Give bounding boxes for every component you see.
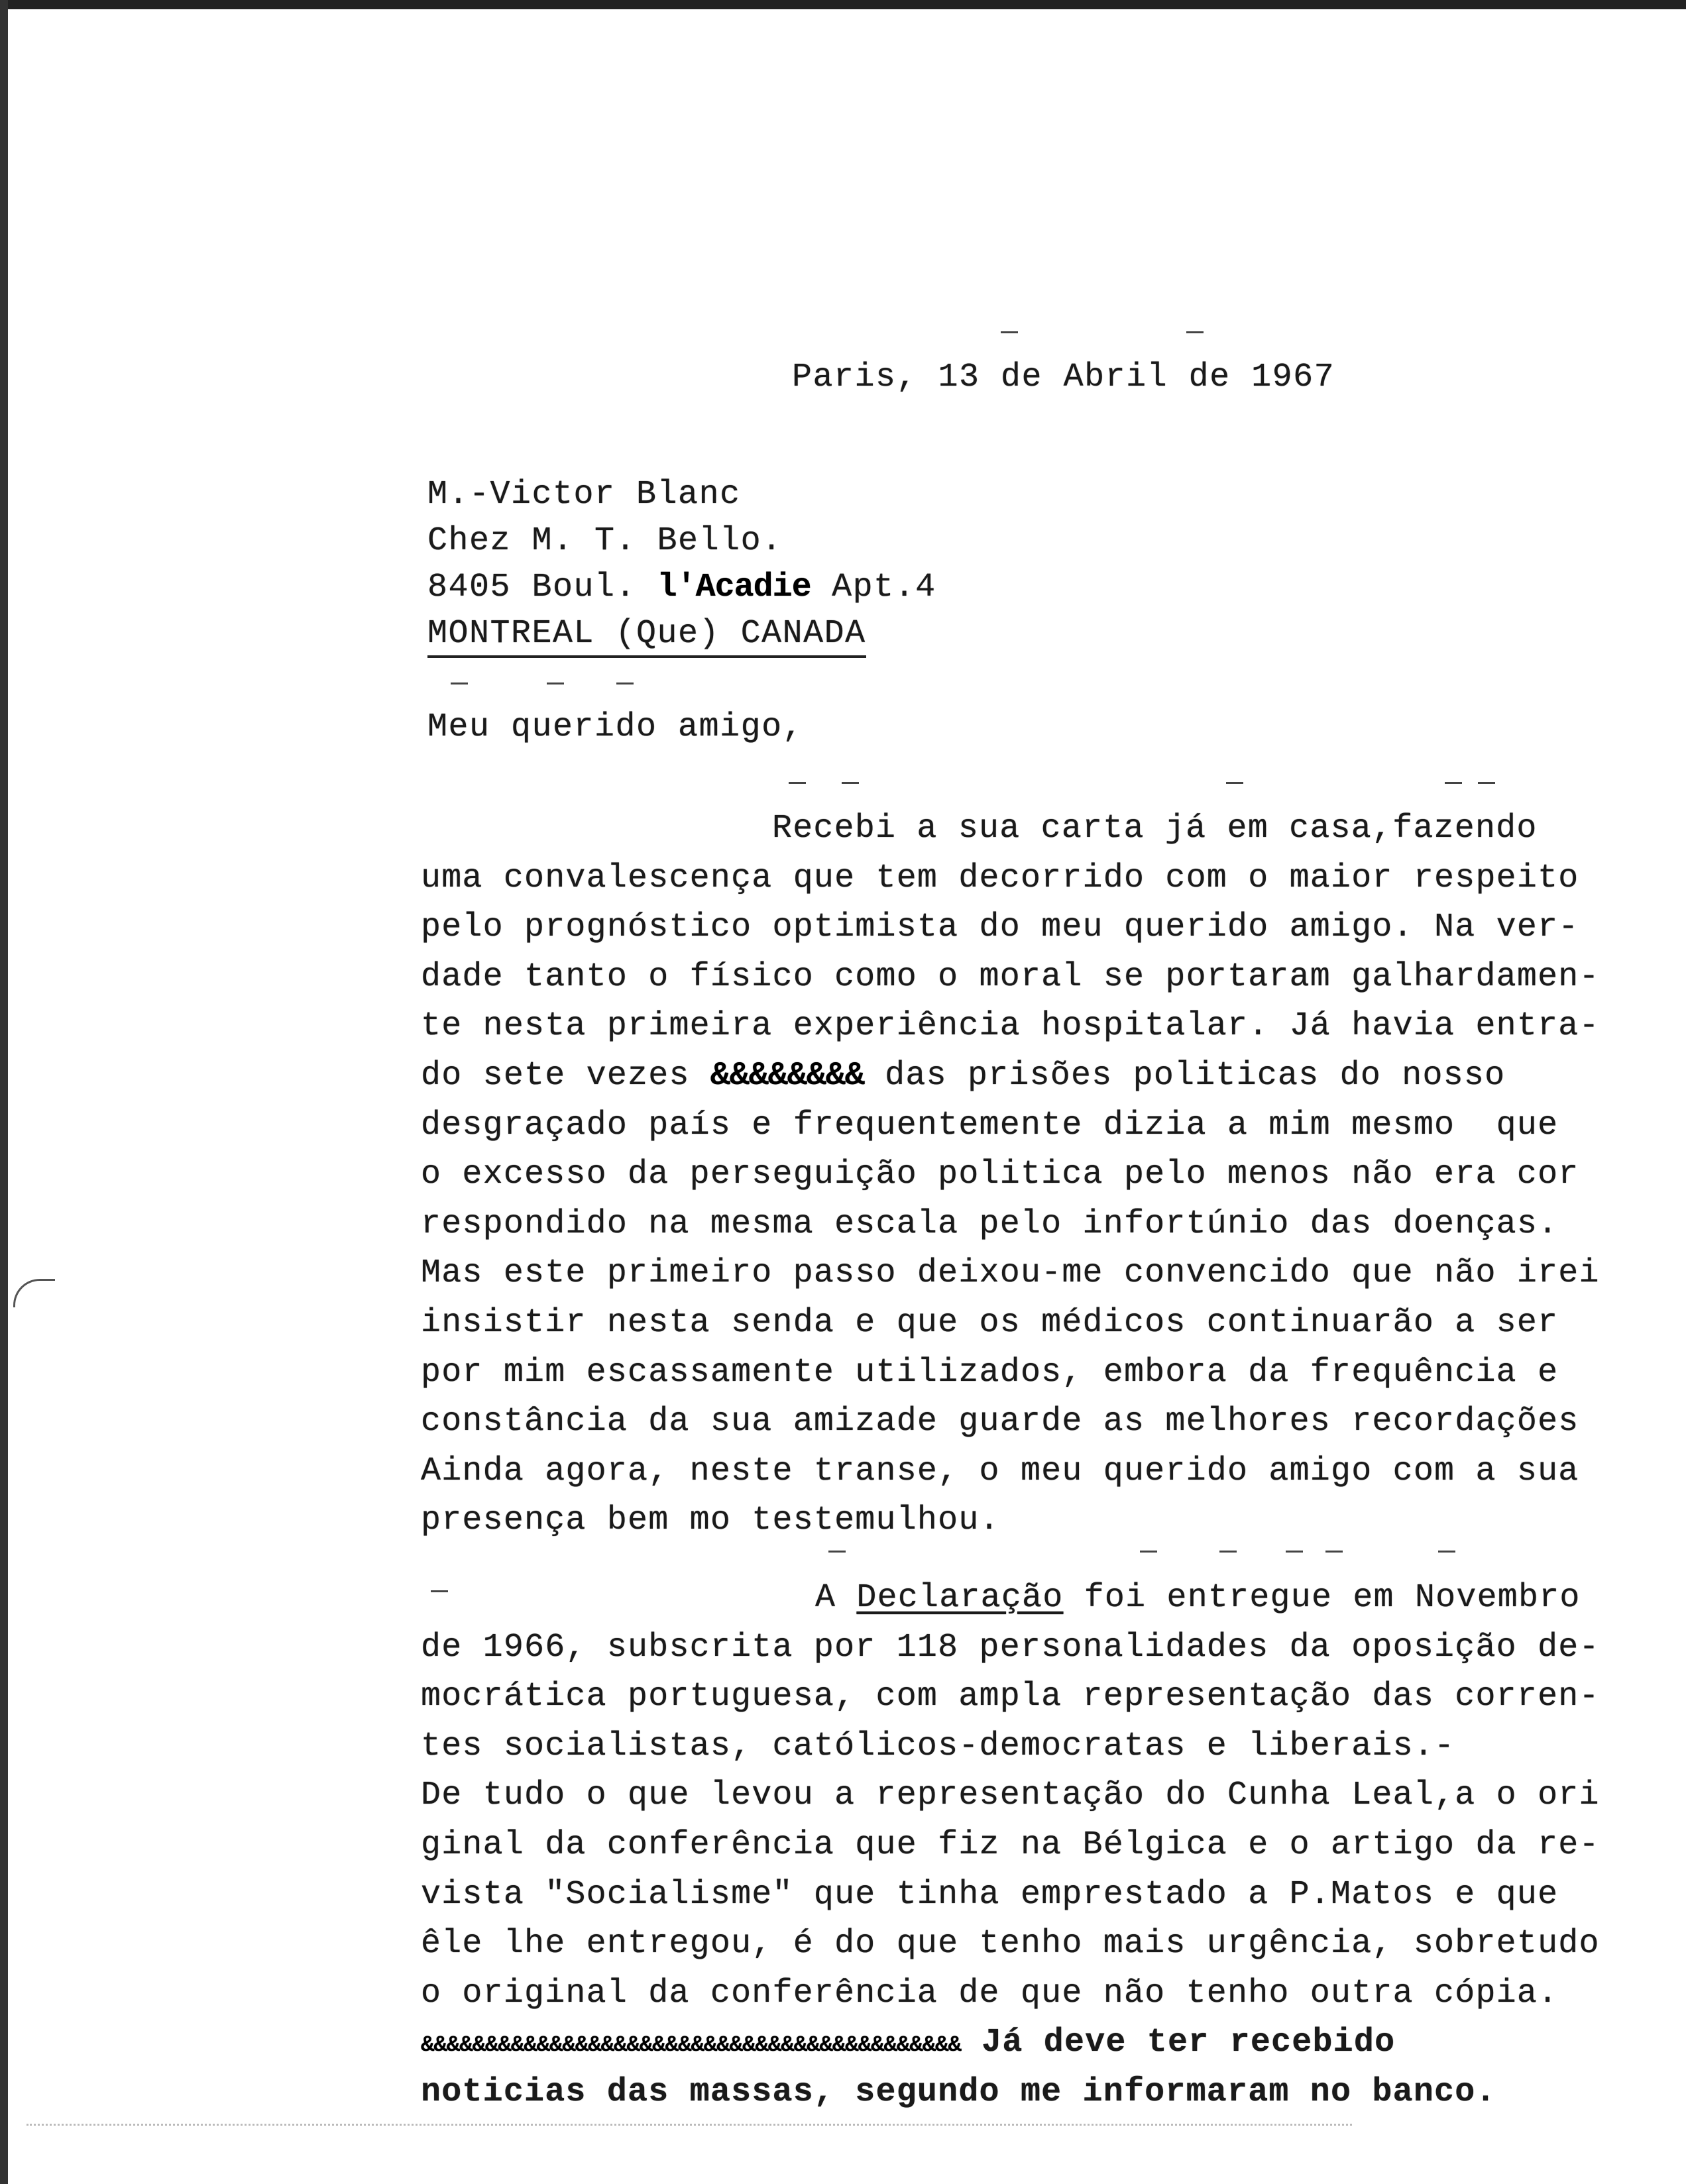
scan-artifact-mark [13,1279,55,1307]
street-prefix: 8405 Boul. [427,569,657,606]
paragraph-line: o excesso da perseguição politica pelo menos não era cor [421,1156,1579,1194]
tick-mark [1001,331,1018,333]
paragraph-line: de 1966, subscrita por 118 personalidades da oposição de- [421,1628,1600,1666]
recipient-street [427,569,936,615]
paragraph-line: Recebi a sua carta já em casa,fazendo [772,810,1538,847]
paragraph-line: noticias das massas, segundo me informaram no banco. [421,2073,1496,2111]
tick-mark [842,782,859,784]
tick-mark [1186,331,1204,333]
tick-mark [547,682,564,684]
paragraph-line: por mim escassamente utilizados, embora da frequência e [421,1353,1559,1392]
salutation: Meu querido amigo, [427,708,804,746]
paragraph-line: Ainda agora, neste transe, o meu querido amigo com a sua [421,1452,1579,1490]
paragraph-line: respondido na mesma escala pelo infortúnio das doenças. [421,1205,1559,1243]
tick-mark [616,682,634,684]
recipient-city-line [427,615,936,661]
tick-mark [789,782,806,784]
street-suffix: Apt.4 [811,569,936,606]
recipient-address [427,476,936,661]
line-fragment: do sete vezes [421,1056,690,1095]
letter-date: Paris, 13 de Abril de 1967 [792,358,1335,396]
tick-mark [1226,782,1243,784]
tick-mark [1478,782,1495,784]
tick-mark [1286,1551,1303,1553]
paragraph-line: De tudo o que levou a representação do Cunha Leal,a o ori [421,1776,1600,1815]
overtyped-text: &&&&&&&& [710,1056,864,1095]
tick-mark [1219,1551,1237,1553]
paragraph-line [421,1579,1600,1629]
paragraph-line: desgraçado país e frequentemente dizia a mim mesmo que [421,1106,1559,1144]
paragraph-line: dade tanto o físico como o moral se portaram galhardamen- [421,957,1600,996]
paragraph-line: ginal da conferência que fiz na Bélgica e o artigo da re- [421,1826,1600,1864]
line-fragment: A [815,1579,857,1617]
paragraph-line: tes socialistas, católicos-democratas e liberais.- [421,1727,1455,1765]
tick-mark [1445,782,1462,784]
paragraph-2 [421,1579,1600,2123]
tick-mark [1140,1551,1157,1553]
paragraph-line: uma convalescença que tem decorrido com o maior respeito [421,859,1579,897]
paragraph-line: Mas este primeiro passo deixou-me convencido que não irei [421,1254,1600,1293]
tick-mark [828,1551,846,1553]
paragraph-line: o original da conferência de que não tenho outra cópia. [421,1974,1559,2012]
overtyped-text: &&&&&&&&&&&&&&&&&&&&&&&&&&&&&&&&&&&&&&&&&& [421,2033,961,2059]
tick-mark [431,1590,448,1592]
line-fragment: Já deve ter recebido [982,2024,1396,2062]
recipient-name: M.-Victor Blanc [427,476,741,514]
street-name-overtyped: l'Acadie [657,569,811,606]
paragraph-line: vista "Socialisme" que tinha emprestado a P.Matos e que [421,1875,1559,1914]
paragraph-line: mocrática portuguesa, com ampla representação das corren- [421,1678,1600,1716]
paragraph-line: presença bem mo testemulhou. [421,1502,1000,1540]
recipient-care-of: Chez M. T. Bello. [427,522,783,560]
paragraph-line: te nesta primeira experiência hospitalar. Já havia entra- [421,1007,1600,1046]
tick-mark [1325,1551,1343,1553]
scan-artifact-dust [27,2124,1352,2128]
declaracao-term: Declaração [856,1579,1064,1617]
scan-border-left [0,0,8,2184]
tick-mark [1438,1551,1455,1553]
tick-mark [451,682,468,684]
paragraph-line: insistir nesta senda e que os médicos continuarão a ser [421,1303,1559,1342]
line-fragment: das prisões politicas do nosso [885,1056,1506,1095]
paragraph-line [421,1057,1600,1107]
paragraph-line: êle lhe entregou, é do que tenho mais urgência, sobretudo [421,1925,1600,1963]
recipient-city: MONTREAL (Que) CANADA [427,615,866,658]
paragraph-1 [421,810,1600,1551]
scan-border-top [0,0,1686,9]
paragraph-line: pelo prognóstico optimista do meu querido amigo. Na ver- [421,908,1579,947]
paragraph-line [421,2024,1600,2073]
line-fragment: foi entregue em Novembro [1063,1579,1581,1617]
paragraph-line: constância da sua amizade guarde as melhores recordações [421,1403,1579,1441]
